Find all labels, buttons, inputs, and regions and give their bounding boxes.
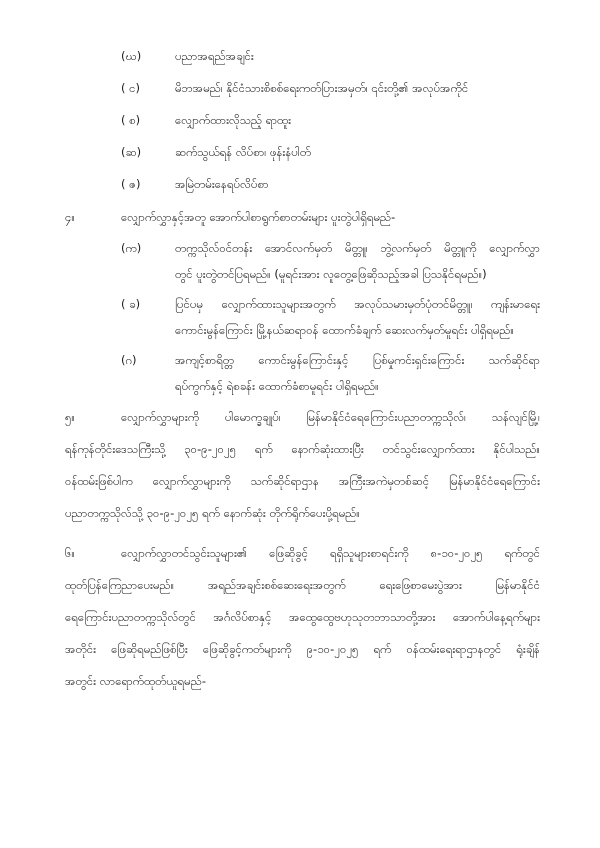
paragraph-number: ၄။	[65, 210, 75, 224]
sub-marker: (က)	[121, 241, 142, 255]
paragraph-line: လျှောက်လွှာတင်သွင်းသူများ၏ ဖြေဆိုခွင့် ရရှိသူများစာရင်းကို ၈-၁၀-၂၀၂၅ ရက်တွင်	[121, 546, 540, 560]
paragraph-number: ၅။	[65, 410, 75, 424]
item-marker: ( ဇ)	[121, 177, 141, 191]
item-marker: (ဆ)	[121, 145, 142, 159]
item-text: လျှောက်ထားလိုသည့် ရာထူး	[175, 113, 292, 127]
paragraph-intro: လျှောက်လွှာနှင့်အတူ အောက်ပါစာရွက်စာတမ်းများ ပူးတွဲပါရှိရမည်-	[121, 210, 396, 224]
paragraph-line: ရေကြောင်းပညာတက္ကသိုလ်တွင် အင်္ဂလိပ်စာနှင့် အထွေထွေဗဟုသုတဘာသာတို့အား အောက်ပါနေ့ရက်များ	[65, 610, 540, 624]
sub-marker: ( ခ)	[121, 297, 141, 311]
paragraph-line: ဝန်ထမ်းဖြစ်ပါက လျှောက်လွှာများကို သက်ဆိုင်ရာဌာန အကြီးအကဲမှတစ်ဆင့် မြန်မာနိုင်ငံရေကြောင်း	[65, 474, 540, 488]
item-marker: (ဃ)	[121, 49, 142, 63]
item-text: ပညာအရည်အချင်း	[175, 49, 254, 63]
paragraph-line: အတိုင်း ဖြေဆိုရမည်ဖြစ်ပြီး ဖြေဆိုခွင့်ကတ်များကို ၉-၁၀-၂၀၂၅ ရက် ဝန်ထမ်းရေးရာဌာနတွင် ရုံးချိန်	[65, 642, 540, 656]
sub-text-line: ကောင်းမွန်ကြောင်း မြို့နယ်ဆရာဝန် ထောက်ခံချက် ဆေးလက်မှတ်မူရင်း ပါရှိရမည်။	[175, 323, 514, 337]
sub-text-line: ရပ်ကွက်နှင့် ရဲစခန်း ထောက်ခံစာမူရင်း ပါရှိရမည်။	[175, 379, 379, 393]
sub-marker: (ဂ)	[121, 353, 137, 367]
item-text: အမြဲတမ်းနေရပ်လိပ်စာ	[175, 177, 269, 191]
sub-text-line: အကျင့်စာရိတ္တ ကောင်းမွန်ကြောင်းနှင့် ပြစ်မှုကင်းရှင်းကြောင်း သက်ဆိုင်ရာ	[175, 353, 540, 367]
paragraph-number: ၆။	[65, 546, 75, 560]
paragraph-line: ထုတ်ပြန်ကြေညာပေးမည်။ အရည်အချင်းစစ်ဆေးရေးအတွက် ရေးဖြေစာမေးပွဲအား မြန်မာနိုင်ငံ	[65, 578, 540, 592]
sub-text-line: တက္ကသိုလ်ဝင်တန်း အောင်လက်မှတ် မိတ္တူ၊ ဘွဲ့လက်မှတ် မိတ္တူကို လျှောက်လွှာ	[175, 241, 540, 255]
paragraph-line: ပညာတက္ကသိုလ်သို့ ၃၀-၉-၂၀၂၅ ရက် နောက်ဆုံး တိုက်ရိုက်ပေးပို့ရမည်။	[65, 506, 360, 520]
item-text: ဆက်သွယ်ရန် လိပ်စာ၊ ဖုန်းနံပါတ်	[175, 145, 312, 159]
item-marker: ( င)	[121, 81, 141, 95]
paragraph-line: လျှောက်လွှာများကို ပါမောက္ခချုပ်၊ မြန်မာနိုင်ငံရေကြောင်းပညာတက္ကသိုလ်၊ သန်လျင်မြို့၊	[121, 410, 540, 424]
item-marker: ( စ)	[121, 113, 141, 127]
sub-text-line: ပြင်ပမှ လျှောက်ထားသူများအတွက် အလုပ်သမားမှတ်ပုံတင်မိတ္တူ၊ ကျန်းမာရေး	[175, 297, 540, 311]
item-text: မိဘအမည်၊ နိုင်ငံသားစိစစ်ရေးကတ်ပြားအမှတ်၊ ၎င်းတို့၏ အလုပ်အကိုင်	[175, 81, 469, 95]
paragraph-line: အတွင်း လာရောက်ထုတ်ယူရမည်-	[65, 674, 206, 688]
paragraph-line: ရန်ကုန်တိုင်းဒေသကြီးသို့ ၃၀-၉-၂၀၂၅ ရက် နောက်ဆုံးထားပြီး တင်သွင်းလျှောက်ထား နိုင်ပါသည်။	[65, 442, 540, 456]
sub-text-line: တွင် ပူးတွဲတင်ပြရမည်။ (မူရင်းအား လူတွေ့ဖြေဆိုသည့်အခါ ပြသနိုင်ရမည်။)	[175, 267, 487, 281]
